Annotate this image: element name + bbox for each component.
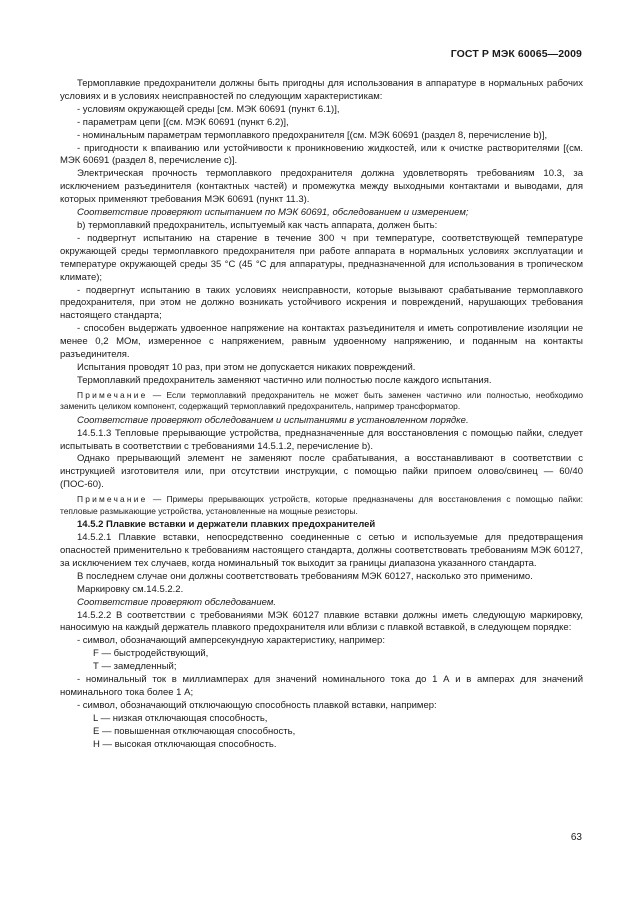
note-label: Примечание <box>77 494 148 505</box>
list-item: - условиям окружающей среды [см. МЭК 60691 (пункт 6.1)], <box>77 103 340 115</box>
note-text: — Если термоплавкий предохранитель не может быть заменен частично или полностью, необходимо заменить целиком компонент, содержащий термоплавкий предохранитель, например трансформатор. <box>60 389 583 412</box>
page-body <box>60 78 583 752</box>
list-item: - символ, обозначающий отключающую способность плавкой вставки, например: <box>77 699 437 711</box>
paragraph: Маркировку см.14.5.2.2. <box>77 583 184 595</box>
section-heading: 14.5.2 Плавкие вставки и держатели плавких предохранителей <box>77 519 376 531</box>
paragraph: Испытания проводят 10 раз, при этом не допускается никаких повреждений. <box>77 361 416 373</box>
page-number: 63 <box>570 832 582 843</box>
note-label: Примечание <box>77 389 148 400</box>
compliance-statement: Соответствие проверяют обследованием и испытаниями в установленном порядке. <box>77 414 469 426</box>
paragraph: В последнем случае они должны соответствовать требованиям МЭК 60127, насколько это применимо. <box>77 570 533 582</box>
compliance-statement: Соответствие проверяют испытанием по МЭК 60691, обследованием и измерением; <box>77 207 469 219</box>
list-item: - символ, обозначающий амперсекундную характеристику, например: <box>77 635 385 647</box>
paragraph: Электрическая прочность термоплавкого предохранителя должна удовлетворять требованиям 10.3, за исключением разъединителя (контактных частей) и промежутка между выходными контактами и выводами, для которых применяют требования МЭК 60691 (пункт 11.3). <box>60 168 583 206</box>
standard-header: ГОСТ Р МЭК 60065—2009 <box>450 48 582 60</box>
paragraph: b) термоплавкий предохранитель, испытуемый как часть аппарата, должен быть: <box>77 219 438 231</box>
paragraph: Термоплавкий предохранитель заменяют частично или полностью после каждого испытания. <box>77 374 492 386</box>
paragraph: 14.5.1.3 Тепловые прерывающие устройства, предназначенные для восстановления с помощью пайки, следует испытывать в соответствии с требованиями 14.5.1.2, перечисление b). <box>60 427 583 452</box>
list-subitem: Е — повышенная отключающая способность, <box>93 725 296 737</box>
list-item: - способен выдержать удвоенное напряжение на контактах разъединителя и иметь сопротивление изоляции не менее 0,2 МОм, измеренное с напряжением, равным удвоенному напряжению, и поданным на контакты разъединителя. <box>60 323 583 361</box>
list-item: - подвергнут испытанию на старение в течение 300 ч при температуре, соответствующей температуре окружающей среды термоплавкого предохранителя при работе аппарата в нормальных условиях эксплуатации и температуре окружающей среды 35 °С (45 °С для аппаратуры, предназначенной для использования в тропическом климате); <box>60 232 583 283</box>
note-text: — Примеры прерывающих устройств, которые предназначены для восстановления с помощью пайки: тепловые размыкающие устройства, установленные на мощные резисторы. <box>60 494 583 516</box>
paragraph: 14.5.2.1 Плавкие вставки, непосредственно соединенные с сетью и используемые для предотвращения опасностей применительно к требованиям настоящего стандарта, должны соответствовать требованиям МЭК 60127, за исключением тех случаев, когда номинальный ток выходит за границы диапазона указанного стандарта. <box>60 532 583 569</box>
note <box>60 494 583 517</box>
paragraph: Термоплавкие предохранители должны быть пригодны для использования в аппаратуре в нормальных рабочих условиях и в условиях неисправностей по следующим характеристикам: <box>60 78 583 102</box>
paragraph: 14.5.2.2 В соответствии с требованиями МЭК 60127 плавкие вставки должны иметь следующую маркировку, наносимую на каждый держатель плавкого предохранителя или вблизи с плавкой вставкой, в следующем порядке: <box>60 609 583 634</box>
list-item: - подвергнут испытанию в таких условиях неисправности, которые вызывают срабатывание термоплавкого предохранителя, при этом не должно возникать устойчивого искрения и повреждений, нарушающих требования настоящего стандарта; <box>60 284 583 322</box>
note <box>60 390 583 413</box>
list-subitem: L — низкая отключающая способность, <box>93 712 268 724</box>
list-subitem: Т — замедленный; <box>93 661 177 673</box>
list-item: - номинальный ток в миллиамперах для значений номинального тока до 1 А и в амперах для значений номинального тока более 1 А; <box>60 674 583 698</box>
list-item: - параметрам цепи [(см. МЭК 60691 (пункт 6.2)], <box>77 116 289 128</box>
list-item: - пригодности к впаиванию или устойчивости к проникновению жидкостей, или к очистке растворителями [(см. МЭК 60691 (раздел 8, перечисление c)]. <box>60 142 583 167</box>
paragraph: Однако прерывающий элемент не заменяют после срабатывания, а восстанавливают в соответствии с инструкцией изготовителя или, при отсутствии инструкции, с помощью пайки припоем олово/свинец — 60/40 (ПОС-60). <box>60 453 583 491</box>
list-subitem: F — быстродействующий, <box>93 648 209 660</box>
list-item: - номинальным параметрам термоплавкого предохранителя [(см. МЭК 60691 (раздел 8, перечисление b)], <box>77 129 548 141</box>
list-subitem: Н — высокая отключающая способность. <box>93 738 277 750</box>
compliance-statement: Соответствие проверяют обследованием. <box>77 596 276 608</box>
